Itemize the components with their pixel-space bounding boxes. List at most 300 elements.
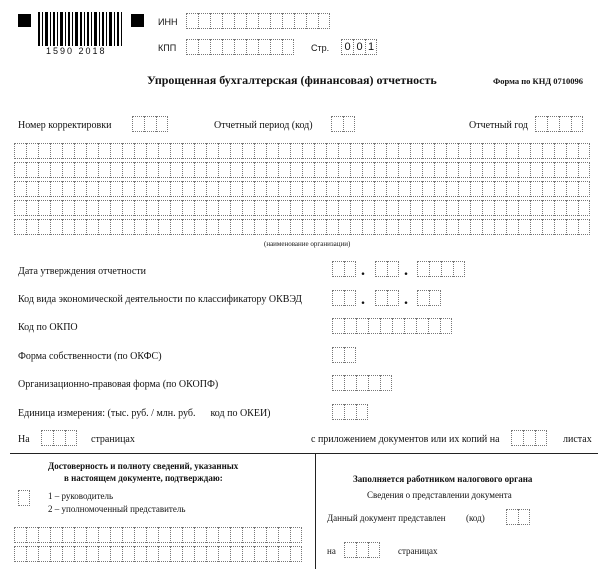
char-cell[interactable] xyxy=(74,219,86,235)
char-cell[interactable] xyxy=(134,143,146,159)
char-cell[interactable] xyxy=(266,143,278,159)
char-cell[interactable] xyxy=(74,546,86,562)
char-cell[interactable] xyxy=(182,546,194,562)
char-cell[interactable] xyxy=(326,162,338,178)
char-cell[interactable] xyxy=(218,219,230,235)
approval-month-cells[interactable] xyxy=(375,261,399,277)
char-cell[interactable] xyxy=(242,200,254,216)
char-cell[interactable] xyxy=(110,527,122,543)
char-cell[interactable] xyxy=(278,162,290,178)
char-cell[interactable] xyxy=(254,181,266,197)
char-cell[interactable] xyxy=(170,200,182,216)
char-cell[interactable] xyxy=(158,162,170,178)
char-cell[interactable] xyxy=(26,527,38,543)
char-cell[interactable] xyxy=(74,162,86,178)
char-cell[interactable] xyxy=(530,162,542,178)
char-cell[interactable] xyxy=(242,162,254,178)
char-cell[interactable] xyxy=(26,546,38,562)
char-cell[interactable] xyxy=(194,143,206,159)
char-cell[interactable] xyxy=(14,162,26,178)
okfs-cells[interactable] xyxy=(332,347,356,363)
char-cell[interactable] xyxy=(566,143,578,159)
char-cell[interactable] xyxy=(62,219,74,235)
char-cell[interactable] xyxy=(518,219,530,235)
char-cell[interactable] xyxy=(86,162,98,178)
char-cell[interactable] xyxy=(290,143,302,159)
char-cell[interactable] xyxy=(518,181,530,197)
char-cell[interactable] xyxy=(266,219,278,235)
char-cell[interactable] xyxy=(134,546,146,562)
char-cell[interactable] xyxy=(578,181,590,197)
char-cell[interactable] xyxy=(158,219,170,235)
char-cell[interactable] xyxy=(362,143,374,159)
char-cell[interactable] xyxy=(458,200,470,216)
char-cell[interactable] xyxy=(422,219,434,235)
char-cell[interactable] xyxy=(218,143,230,159)
period-cells[interactable] xyxy=(331,116,355,132)
char-cell[interactable] xyxy=(218,527,230,543)
char-cell[interactable] xyxy=(134,527,146,543)
char-cell[interactable] xyxy=(314,162,326,178)
char-cell[interactable] xyxy=(230,546,242,562)
char-cell[interactable] xyxy=(98,162,110,178)
char-cell[interactable] xyxy=(302,200,314,216)
char-cell[interactable] xyxy=(542,200,554,216)
char-cell[interactable] xyxy=(194,527,206,543)
char-cell[interactable] xyxy=(50,527,62,543)
char-cell[interactable] xyxy=(278,219,290,235)
char-cell[interactable] xyxy=(398,143,410,159)
char-cell[interactable] xyxy=(530,219,542,235)
char-cell[interactable] xyxy=(554,219,566,235)
char-cell[interactable] xyxy=(122,527,134,543)
char-cell[interactable] xyxy=(302,219,314,235)
char-cell[interactable] xyxy=(278,200,290,216)
char-cell[interactable] xyxy=(158,200,170,216)
char-cell[interactable] xyxy=(422,181,434,197)
char-cell[interactable] xyxy=(74,200,86,216)
char-cell[interactable] xyxy=(374,219,386,235)
char-cell[interactable] xyxy=(398,162,410,178)
char-cell[interactable] xyxy=(578,200,590,216)
char-cell[interactable] xyxy=(482,219,494,235)
char-cell[interactable] xyxy=(362,162,374,178)
char-cell[interactable] xyxy=(218,181,230,197)
char-cell[interactable] xyxy=(350,219,362,235)
char-cell[interactable] xyxy=(458,181,470,197)
char-cell[interactable] xyxy=(242,219,254,235)
char-cell[interactable] xyxy=(518,162,530,178)
char-cell[interactable] xyxy=(230,219,242,235)
char-cell[interactable] xyxy=(38,162,50,178)
char-cell[interactable] xyxy=(170,162,182,178)
char-cell[interactable] xyxy=(206,162,218,178)
char-cell[interactable] xyxy=(278,143,290,159)
char-cell[interactable] xyxy=(386,200,398,216)
char-cell[interactable] xyxy=(86,200,98,216)
char-cell[interactable] xyxy=(314,181,326,197)
char-cell[interactable] xyxy=(38,143,50,159)
char-cell[interactable] xyxy=(254,162,266,178)
char-cell[interactable] xyxy=(398,200,410,216)
char-cell[interactable] xyxy=(314,219,326,235)
char-cell[interactable] xyxy=(206,546,218,562)
char-cell[interactable] xyxy=(182,143,194,159)
char-cell[interactable] xyxy=(302,162,314,178)
char-cell[interactable] xyxy=(338,200,350,216)
char-cell[interactable] xyxy=(146,143,158,159)
char-cell[interactable] xyxy=(110,143,122,159)
char-cell[interactable] xyxy=(38,546,50,562)
char-cell[interactable] xyxy=(470,162,482,178)
char-cell[interactable] xyxy=(266,527,278,543)
cell-row[interactable] xyxy=(14,200,590,216)
char-cell[interactable] xyxy=(266,162,278,178)
char-cell[interactable] xyxy=(230,181,242,197)
okved-cells-2[interactable] xyxy=(375,290,399,306)
char-cell[interactable] xyxy=(326,219,338,235)
char-cell[interactable] xyxy=(458,219,470,235)
char-cell[interactable] xyxy=(110,162,122,178)
char-cell[interactable] xyxy=(326,143,338,159)
char-cell[interactable] xyxy=(266,181,278,197)
char-cell[interactable] xyxy=(26,200,38,216)
char-cell[interactable] xyxy=(38,219,50,235)
char-cell[interactable] xyxy=(14,200,26,216)
char-cell[interactable] xyxy=(434,219,446,235)
kpp-cells[interactable] xyxy=(186,39,294,55)
char-cell[interactable] xyxy=(350,181,362,197)
char-cell[interactable] xyxy=(146,219,158,235)
char-cell[interactable] xyxy=(14,527,26,543)
char-cell[interactable] xyxy=(86,219,98,235)
okopf-cells[interactable] xyxy=(332,375,392,391)
char-cell[interactable] xyxy=(542,181,554,197)
char-cell[interactable] xyxy=(242,181,254,197)
char-cell[interactable] xyxy=(386,162,398,178)
char-cell[interactable] xyxy=(170,181,182,197)
char-cell[interactable] xyxy=(566,200,578,216)
char-cell[interactable] xyxy=(206,200,218,216)
attachments-cells[interactable] xyxy=(511,430,547,446)
char-cell[interactable] xyxy=(62,527,74,543)
char-cell[interactable] xyxy=(314,200,326,216)
okei-cells[interactable] xyxy=(332,404,368,420)
char-cell[interactable] xyxy=(182,219,194,235)
char-cell[interactable] xyxy=(122,143,134,159)
okpo-cells[interactable] xyxy=(332,318,452,334)
char-cell[interactable] xyxy=(290,162,302,178)
char-cell[interactable] xyxy=(134,200,146,216)
char-cell[interactable] xyxy=(86,527,98,543)
char-cell[interactable] xyxy=(482,200,494,216)
char-cell[interactable] xyxy=(266,200,278,216)
char-cell[interactable] xyxy=(194,219,206,235)
char-cell[interactable] xyxy=(182,527,194,543)
char-cell[interactable] xyxy=(350,200,362,216)
char-cell[interactable] xyxy=(50,162,62,178)
char-cell[interactable] xyxy=(374,162,386,178)
char-cell[interactable] xyxy=(302,143,314,159)
char-cell[interactable] xyxy=(110,219,122,235)
char-cell[interactable] xyxy=(494,200,506,216)
char-cell[interactable] xyxy=(134,162,146,178)
char-cell[interactable] xyxy=(266,546,278,562)
char-cell[interactable] xyxy=(146,546,158,562)
cell-row[interactable] xyxy=(14,219,590,235)
char-cell[interactable] xyxy=(38,527,50,543)
char-cell[interactable] xyxy=(230,200,242,216)
char-cell[interactable] xyxy=(530,181,542,197)
char-cell[interactable] xyxy=(194,200,206,216)
page-number-cells[interactable] xyxy=(341,39,377,55)
char-cell[interactable] xyxy=(458,143,470,159)
char-cell[interactable] xyxy=(290,527,302,543)
char-cell[interactable] xyxy=(494,143,506,159)
char-cell[interactable] xyxy=(290,546,302,562)
char-cell[interactable] xyxy=(566,162,578,178)
char-cell[interactable] xyxy=(74,143,86,159)
char-cell[interactable] xyxy=(158,546,170,562)
char-cell[interactable] xyxy=(206,143,218,159)
okved-cells-3[interactable] xyxy=(417,290,441,306)
char-cell[interactable] xyxy=(254,143,266,159)
char-cell[interactable] xyxy=(74,527,86,543)
char-cell[interactable] xyxy=(482,143,494,159)
char-cell[interactable] xyxy=(290,219,302,235)
char-cell[interactable] xyxy=(62,181,74,197)
char-cell[interactable] xyxy=(458,162,470,178)
char-cell[interactable] xyxy=(182,200,194,216)
cell-row[interactable] xyxy=(14,143,590,159)
char-cell[interactable] xyxy=(434,162,446,178)
char-cell[interactable] xyxy=(566,181,578,197)
char-cell[interactable] xyxy=(26,143,38,159)
char-cell[interactable] xyxy=(194,181,206,197)
char-cell[interactable] xyxy=(110,181,122,197)
char-cell[interactable] xyxy=(158,143,170,159)
char-cell[interactable] xyxy=(38,181,50,197)
char-cell[interactable] xyxy=(98,181,110,197)
char-cell[interactable] xyxy=(218,162,230,178)
char-cell[interactable] xyxy=(566,219,578,235)
submitted-code-cells[interactable] xyxy=(506,509,530,525)
char-cell[interactable] xyxy=(506,219,518,235)
char-cell[interactable] xyxy=(146,181,158,197)
char-cell[interactable] xyxy=(554,200,566,216)
char-cell[interactable] xyxy=(578,143,590,159)
char-cell[interactable] xyxy=(494,181,506,197)
char-cell[interactable] xyxy=(50,143,62,159)
char-cell[interactable] xyxy=(482,181,494,197)
char-cell[interactable] xyxy=(326,181,338,197)
char-cell[interactable] xyxy=(122,219,134,235)
char-cell[interactable] xyxy=(434,200,446,216)
char-cell[interactable] xyxy=(98,527,110,543)
char-cell[interactable] xyxy=(398,219,410,235)
cell-row[interactable] xyxy=(14,546,302,562)
char-cell[interactable] xyxy=(494,219,506,235)
char-cell[interactable] xyxy=(554,143,566,159)
char-cell[interactable] xyxy=(146,527,158,543)
char-cell[interactable] xyxy=(338,143,350,159)
char-cell[interactable] xyxy=(386,143,398,159)
char-cell[interactable] xyxy=(182,181,194,197)
char-cell[interactable] xyxy=(242,527,254,543)
char-cell[interactable] xyxy=(542,143,554,159)
char-cell[interactable] xyxy=(194,162,206,178)
char-cell[interactable] xyxy=(98,546,110,562)
correction-cells[interactable] xyxy=(132,116,168,132)
char-cell[interactable] xyxy=(254,219,266,235)
char-cell[interactable] xyxy=(470,200,482,216)
char-cell[interactable] xyxy=(422,162,434,178)
char-cell[interactable] xyxy=(386,181,398,197)
char-cell[interactable] xyxy=(134,181,146,197)
char-cell[interactable] xyxy=(62,200,74,216)
char-cell[interactable] xyxy=(410,181,422,197)
char-cell[interactable] xyxy=(158,527,170,543)
char-cell[interactable] xyxy=(410,200,422,216)
char-cell[interactable] xyxy=(98,200,110,216)
char-cell[interactable] xyxy=(170,143,182,159)
char-cell[interactable] xyxy=(254,546,266,562)
char-cell[interactable] xyxy=(86,181,98,197)
tax-pages-cells[interactable] xyxy=(344,542,380,558)
char-cell[interactable] xyxy=(14,546,26,562)
char-cell[interactable] xyxy=(362,200,374,216)
char-cell[interactable] xyxy=(26,181,38,197)
char-cell[interactable] xyxy=(374,200,386,216)
char-cell[interactable] xyxy=(218,200,230,216)
char-cell[interactable] xyxy=(278,546,290,562)
char-cell[interactable] xyxy=(410,162,422,178)
char-cell[interactable] xyxy=(50,219,62,235)
char-cell[interactable] xyxy=(122,546,134,562)
char-cell[interactable] xyxy=(98,143,110,159)
char-cell[interactable] xyxy=(86,546,98,562)
char-cell[interactable] xyxy=(170,527,182,543)
char-cell[interactable] xyxy=(422,200,434,216)
approval-day-cells[interactable] xyxy=(332,261,356,277)
char-cell[interactable] xyxy=(134,219,146,235)
char-cell[interactable] xyxy=(446,162,458,178)
char-cell[interactable] xyxy=(542,162,554,178)
char-cell[interactable] xyxy=(506,200,518,216)
char-cell[interactable] xyxy=(62,143,74,159)
char-cell[interactable] xyxy=(554,162,566,178)
char-cell[interactable] xyxy=(338,162,350,178)
char-cell[interactable] xyxy=(470,219,482,235)
char-cell[interactable] xyxy=(518,200,530,216)
cell-row[interactable] xyxy=(14,181,590,197)
char-cell[interactable] xyxy=(470,181,482,197)
char-cell[interactable] xyxy=(230,143,242,159)
char-cell[interactable] xyxy=(578,162,590,178)
char-cell[interactable] xyxy=(326,200,338,216)
char-cell[interactable] xyxy=(146,200,158,216)
char-cell[interactable] xyxy=(50,546,62,562)
signer-type-cell[interactable] xyxy=(18,490,30,506)
char-cell[interactable] xyxy=(434,181,446,197)
char-cell[interactable] xyxy=(50,200,62,216)
char-cell[interactable] xyxy=(446,219,458,235)
char-cell[interactable] xyxy=(38,200,50,216)
char-cell[interactable] xyxy=(74,181,86,197)
char-cell[interactable] xyxy=(194,546,206,562)
char-cell[interactable] xyxy=(410,143,422,159)
char-cell[interactable] xyxy=(470,143,482,159)
char-cell[interactable] xyxy=(254,200,266,216)
char-cell[interactable] xyxy=(530,143,542,159)
char-cell[interactable] xyxy=(98,219,110,235)
char-cell[interactable] xyxy=(278,527,290,543)
cell-row[interactable] xyxy=(14,162,590,178)
char-cell[interactable] xyxy=(182,162,194,178)
char-cell[interactable] xyxy=(362,181,374,197)
char-cell[interactable] xyxy=(290,181,302,197)
char-cell[interactable] xyxy=(26,219,38,235)
char-cell[interactable] xyxy=(146,162,158,178)
char-cell[interactable] xyxy=(122,181,134,197)
char-cell[interactable] xyxy=(338,181,350,197)
char-cell[interactable] xyxy=(554,181,566,197)
char-cell[interactable] xyxy=(410,219,422,235)
char-cell[interactable] xyxy=(530,200,542,216)
char-cell[interactable] xyxy=(302,181,314,197)
char-cell[interactable] xyxy=(242,546,254,562)
char-cell[interactable] xyxy=(110,546,122,562)
char-cell[interactable] xyxy=(230,527,242,543)
char-cell[interactable] xyxy=(122,200,134,216)
char-cell[interactable] xyxy=(446,200,458,216)
char-cell[interactable] xyxy=(170,546,182,562)
char-cell[interactable] xyxy=(14,219,26,235)
char-cell[interactable] xyxy=(362,219,374,235)
char-cell[interactable] xyxy=(350,162,362,178)
char-cell[interactable] xyxy=(206,219,218,235)
cell-row[interactable] xyxy=(14,527,302,543)
char-cell[interactable] xyxy=(158,181,170,197)
char-cell[interactable] xyxy=(506,143,518,159)
char-cell[interactable] xyxy=(122,162,134,178)
char-cell[interactable] xyxy=(86,143,98,159)
char-cell[interactable] xyxy=(314,143,326,159)
inn-cells[interactable] xyxy=(186,13,330,29)
char-cell[interactable] xyxy=(206,527,218,543)
char-cell[interactable] xyxy=(338,219,350,235)
char-cell[interactable] xyxy=(170,219,182,235)
char-cell[interactable] xyxy=(242,143,254,159)
char-cell[interactable] xyxy=(350,143,362,159)
char-cell[interactable] xyxy=(578,219,590,235)
char-cell[interactable] xyxy=(506,162,518,178)
char-cell[interactable] xyxy=(482,162,494,178)
char-cell[interactable] xyxy=(374,143,386,159)
char-cell[interactable] xyxy=(398,181,410,197)
char-cell[interactable] xyxy=(26,162,38,178)
char-cell[interactable] xyxy=(386,219,398,235)
char-cell[interactable] xyxy=(542,219,554,235)
char-cell[interactable] xyxy=(422,143,434,159)
char-cell[interactable] xyxy=(230,162,242,178)
char-cell[interactable] xyxy=(14,181,26,197)
char-cell[interactable] xyxy=(50,181,62,197)
char-cell[interactable] xyxy=(62,162,74,178)
char-cell[interactable] xyxy=(278,181,290,197)
char-cell[interactable] xyxy=(254,527,266,543)
char-cell[interactable] xyxy=(494,162,506,178)
